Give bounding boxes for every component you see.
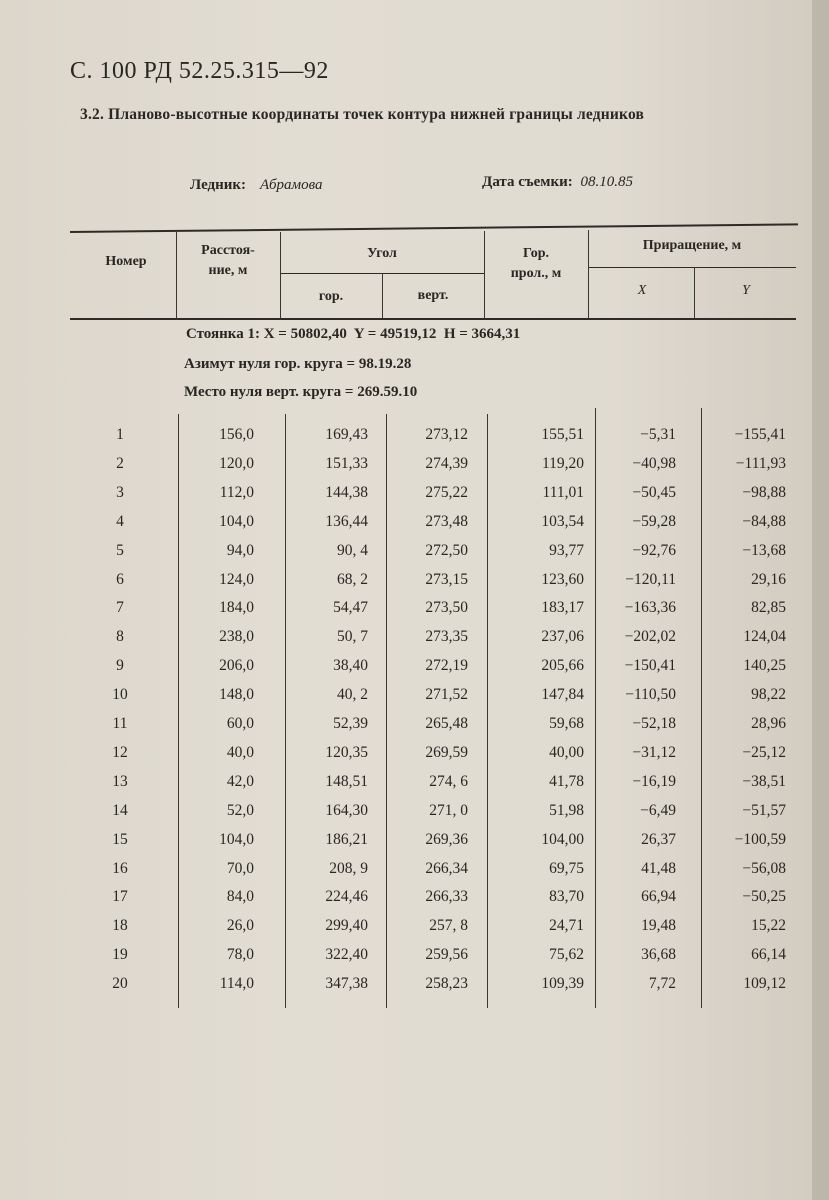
azimuth-info: Азимут нуля гор. круга = 98.19.28 — [184, 356, 412, 372]
increment-sub-rule — [588, 267, 796, 268]
cell-proj: 205,66 — [541, 657, 584, 675]
cell-dist: 184,0 — [219, 599, 254, 617]
glacier-meta — [190, 177, 323, 194]
glacier-label: Ледник: — [190, 177, 247, 193]
cell-vert: 266,34 — [425, 859, 468, 877]
cell-num: 9 — [116, 657, 124, 675]
cell-hor: 164,30 — [325, 801, 368, 819]
cell-proj: 69,75 — [549, 859, 584, 877]
cell-num: 7 — [116, 599, 124, 617]
cell-hor: 144,38 — [325, 483, 368, 501]
table-row — [0, 802, 812, 831]
table-row — [0, 917, 812, 946]
cell-dx: 19,48 — [641, 917, 676, 935]
cell-vert: 274, 6 — [429, 772, 468, 790]
station-coordinates: Стоянка 1: X = 50802,40 Y = 49519,12 H = 3664,31 — [186, 326, 521, 342]
vertical-zero-info: Место нуля верт. круга = 269.59.10 — [184, 384, 418, 400]
header-divider — [280, 232, 281, 319]
cell-vert: 273,50 — [425, 599, 468, 617]
cell-dy: 124,04 — [743, 628, 786, 646]
table-row — [0, 860, 812, 889]
cell-num: 19 — [112, 946, 128, 964]
cell-vert: 265,48 — [425, 715, 468, 732]
cell-proj: 103,54 — [541, 512, 584, 530]
cell-dx: −163,36 — [624, 599, 676, 617]
cell-proj: 41,78 — [549, 772, 584, 790]
table-row — [0, 831, 812, 860]
cell-vert: 275,22 — [425, 483, 468, 501]
cell-dy: 98,22 — [751, 686, 786, 704]
cell-dx: −6,49 — [640, 801, 676, 819]
cell-dx: −40,98 — [632, 454, 676, 472]
cell-dy: −50,25 — [742, 888, 786, 906]
table-row — [0, 946, 812, 975]
cell-hor: 347,38 — [325, 975, 368, 993]
cell-num: 16 — [112, 859, 128, 877]
cell-dy: 28,96 — [751, 715, 786, 732]
cell-vert: 257, 8 — [429, 917, 468, 935]
cell-hor: 169,43 — [325, 426, 368, 443]
header-divider — [382, 273, 383, 319]
cell-num: 11 — [112, 715, 128, 732]
cell-hor: 299,40 — [325, 917, 368, 935]
header-angle-vert: верт. — [417, 288, 449, 303]
cell-num: 18 — [112, 917, 128, 935]
cell-vert: 272,19 — [425, 657, 468, 675]
cell-dy: 82,85 — [751, 599, 786, 617]
cell-proj: 24,71 — [549, 917, 584, 935]
cell-dx: 7,72 — [648, 975, 676, 993]
header-hor-proj: Гор. прол., м — [510, 246, 562, 281]
cell-dy: 66,14 — [751, 946, 786, 964]
table-row — [0, 888, 812, 917]
cell-dist: 70,0 — [226, 859, 254, 877]
cell-dist: 112,0 — [219, 483, 254, 501]
header-inc-y: Y — [742, 283, 750, 298]
cell-hor: 136,44 — [325, 512, 368, 530]
cell-hor: 151,33 — [325, 454, 368, 472]
survey-date-value: 08.10.85 — [580, 174, 634, 190]
cell-vert: 273,35 — [425, 628, 468, 646]
cell-proj: 40,00 — [549, 743, 584, 761]
cell-dist: 52,0 — [226, 801, 254, 819]
table-row — [0, 744, 812, 773]
cell-proj: 155,51 — [541, 426, 584, 443]
cell-proj: 93,77 — [549, 541, 584, 559]
cell-dy: −111,93 — [735, 454, 786, 472]
header-number: Номер — [105, 254, 147, 269]
cell-dist: 26,0 — [226, 917, 254, 935]
cell-dy: −155,41 — [734, 426, 786, 443]
cell-num: 4 — [116, 512, 124, 530]
cell-dy: −13,68 — [742, 541, 786, 559]
cell-dx: 66,94 — [641, 888, 676, 906]
cell-vert: 258,23 — [425, 975, 468, 993]
cell-hor: 68, 2 — [337, 570, 368, 588]
cell-dx: −120,11 — [625, 570, 676, 588]
cell-dx: −110,50 — [625, 686, 676, 704]
cell-dx: −59,28 — [632, 512, 676, 530]
cell-dy: 109,12 — [743, 975, 786, 993]
cell-dist: 120,0 — [219, 454, 254, 472]
cell-proj: 83,70 — [549, 888, 584, 906]
table-row — [0, 628, 812, 657]
cell-num: 14 — [112, 801, 128, 819]
cell-dy: 29,16 — [751, 570, 786, 588]
header-angle: Угол — [367, 246, 397, 261]
cell-hor: 38,40 — [333, 657, 368, 675]
section-title: 3.2. Планово-высотные координаты точек контура нижней границы ледников — [80, 106, 645, 123]
cell-dx: −52,18 — [632, 715, 676, 732]
cell-proj: 183,17 — [541, 599, 584, 617]
cell-dist: 78,0 — [226, 946, 254, 964]
header-distance: Расстоя- ние, м — [201, 243, 255, 278]
cell-proj: 123,60 — [541, 570, 584, 588]
cell-dist: 40,0 — [226, 743, 254, 761]
cell-dist: 156,0 — [219, 426, 254, 443]
cell-hor: 54,47 — [333, 599, 368, 617]
cell-dist: 94,0 — [226, 541, 254, 559]
table-row — [0, 455, 812, 484]
glacier-name: Абрамова — [260, 177, 323, 193]
table-row — [0, 715, 812, 744]
cell-proj: 237,06 — [541, 628, 584, 646]
table-row — [0, 773, 812, 802]
header-increment: Приращение, м — [642, 238, 742, 253]
cell-dy: 15,22 — [751, 917, 786, 935]
cell-vert: 269,36 — [425, 830, 468, 848]
cell-dx: −202,02 — [624, 628, 676, 646]
cell-num: 20 — [112, 975, 128, 993]
cell-dy: −51,57 — [742, 801, 786, 819]
cell-hor: 120,35 — [325, 743, 368, 761]
cell-proj: 104,00 — [541, 830, 584, 848]
cell-hor: 50, 7 — [337, 628, 368, 646]
header-angle-hor: гор. — [318, 289, 344, 304]
cell-dx: 41,48 — [641, 859, 676, 877]
page-header: С. 100 РД 52.25.315—92 — [70, 58, 329, 84]
cell-num: 2 — [116, 454, 124, 472]
cell-dist: 104,0 — [219, 512, 254, 530]
cell-hor: 90, 4 — [337, 541, 368, 559]
cell-num: 1 — [116, 426, 124, 443]
cell-dy: −25,12 — [742, 743, 786, 761]
cell-hor: 40, 2 — [337, 686, 368, 704]
header-divider — [484, 231, 485, 319]
cell-hor: 322,40 — [325, 946, 368, 964]
cell-dx: −92,76 — [632, 541, 676, 559]
cell-vert: 272,50 — [425, 541, 468, 559]
cell-proj: 119,20 — [541, 454, 584, 472]
table-row — [0, 426, 812, 455]
cell-num: 17 — [112, 888, 128, 906]
cell-dist: 60,0 — [226, 715, 254, 732]
cell-dist: 84,0 — [226, 888, 254, 906]
cell-dy: −84,88 — [742, 512, 786, 530]
cell-dy: −56,08 — [742, 859, 786, 877]
cell-vert: 271, 0 — [429, 801, 468, 819]
cell-vert: 274,39 — [425, 454, 468, 472]
cell-dy: −98,88 — [742, 483, 786, 501]
cell-num: 13 — [112, 772, 128, 790]
cell-vert: 273,15 — [425, 570, 468, 588]
cell-dx: −50,45 — [632, 483, 676, 501]
header-inc-x: X — [637, 283, 647, 298]
cell-dist: 206,0 — [219, 657, 254, 675]
cell-dx: −31,12 — [632, 743, 676, 761]
cell-proj: 59,68 — [549, 715, 584, 732]
table-row — [0, 686, 812, 715]
cell-vert: 269,59 — [425, 743, 468, 761]
cell-vert: 266,33 — [425, 888, 468, 906]
cell-hor: 186,21 — [325, 830, 368, 848]
cell-proj: 111,01 — [542, 483, 584, 501]
cell-num: 8 — [116, 628, 124, 646]
cell-dist: 148,0 — [219, 686, 254, 704]
header-divider — [694, 267, 695, 319]
cell-hor: 208, 9 — [329, 859, 368, 877]
cell-dx: 26,37 — [641, 830, 676, 848]
cell-num: 15 — [112, 830, 128, 848]
table-header-bottom-rule — [70, 318, 796, 320]
cell-dx: 36,68 — [641, 946, 676, 964]
cell-vert: 259,56 — [425, 946, 468, 964]
cell-hor: 52,39 — [333, 715, 368, 732]
cell-hor: 224,46 — [325, 888, 368, 906]
cell-vert: 273,12 — [425, 426, 468, 443]
cell-vert: 271,52 — [425, 686, 468, 704]
table-row — [0, 975, 812, 1004]
cell-dx: −150,41 — [624, 657, 676, 675]
cell-dy: 140,25 — [743, 657, 786, 675]
cell-dist: 238,0 — [219, 628, 254, 646]
table-row — [0, 571, 812, 600]
header-divider — [588, 230, 589, 319]
cell-dist: 42,0 — [226, 772, 254, 790]
table-row — [0, 657, 812, 686]
cell-num: 5 — [116, 541, 124, 559]
cell-dx: −5,31 — [640, 426, 676, 443]
page-edge — [812, 0, 829, 1200]
cell-dist: 114,0 — [219, 975, 254, 993]
cell-dy: −100,59 — [734, 830, 786, 848]
cell-dy: −38,51 — [742, 772, 786, 790]
cell-dist: 104,0 — [219, 830, 254, 848]
table-row — [0, 513, 812, 542]
cell-dx: −16,19 — [632, 772, 676, 790]
cell-proj: 51,98 — [549, 801, 584, 819]
cell-num: 10 — [112, 686, 128, 704]
table-row — [0, 484, 812, 513]
cell-proj: 109,39 — [541, 975, 584, 993]
cell-num: 6 — [116, 570, 124, 588]
survey-date-label: Дата съемки: — [482, 174, 573, 190]
table-row — [0, 599, 812, 628]
cell-vert: 273,48 — [425, 512, 468, 530]
cell-hor: 148,51 — [325, 772, 368, 790]
cell-dist: 124,0 — [219, 570, 254, 588]
cell-proj: 75,62 — [549, 946, 584, 964]
cell-proj: 147,84 — [541, 686, 584, 704]
table-row — [0, 542, 812, 571]
survey-date-meta — [482, 174, 633, 191]
header-divider — [176, 232, 177, 319]
cell-num: 12 — [112, 743, 128, 761]
cell-num: 3 — [116, 483, 124, 501]
